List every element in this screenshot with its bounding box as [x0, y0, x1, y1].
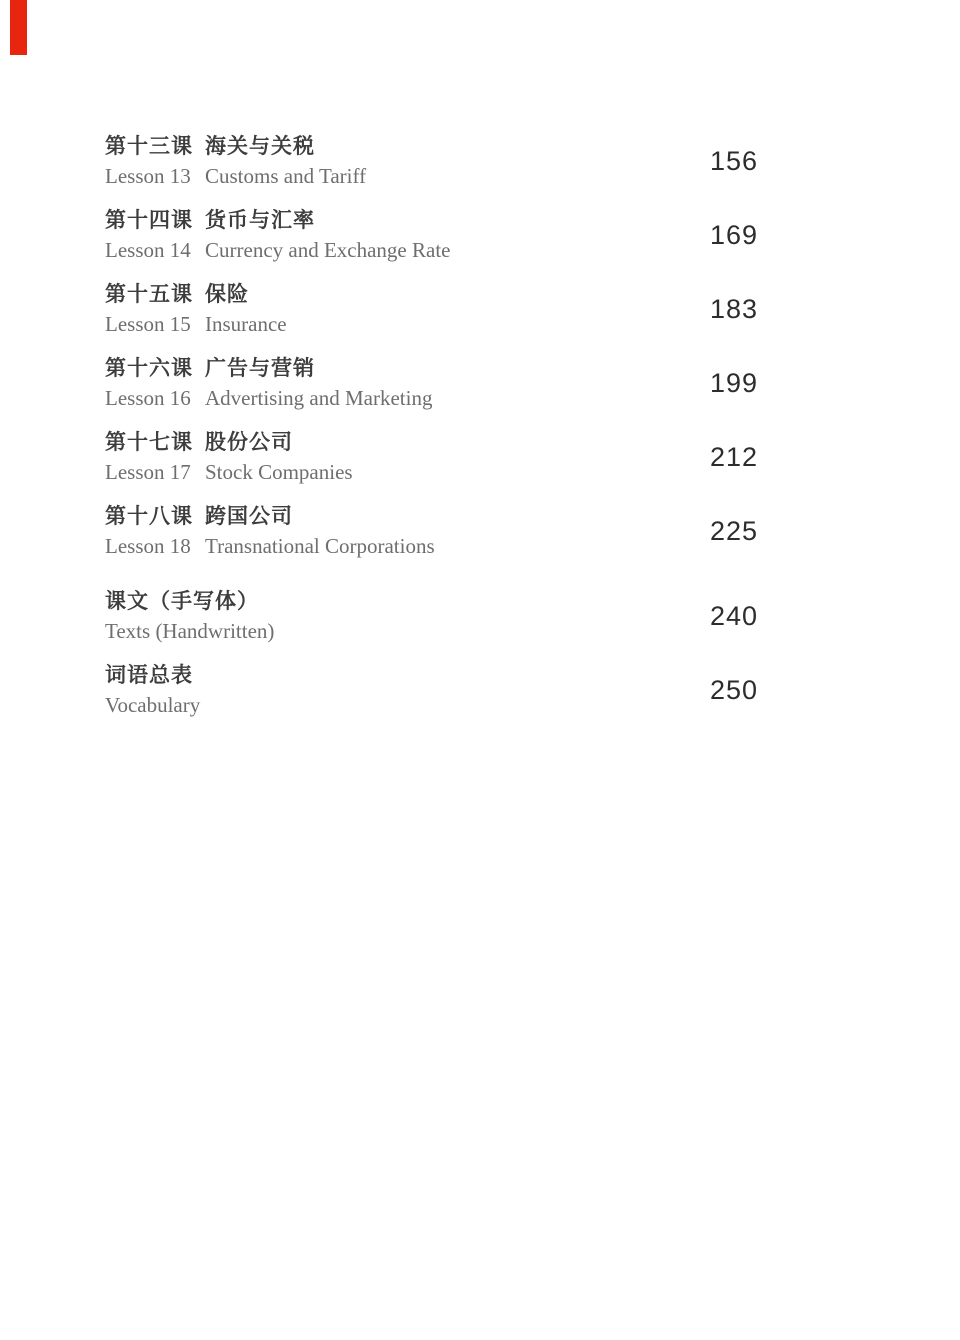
toc-entry: [105, 133, 758, 190]
page-number: 250: [709, 675, 758, 705]
toc-entry: [105, 281, 758, 338]
toc-entry: [105, 662, 758, 719]
toc-entry: [105, 207, 758, 264]
lesson-title-en: Customs and Tariff: [205, 164, 367, 188]
lesson-title-zh: 股份公司: [205, 431, 293, 454]
lesson-title-zh: 货币与汇率: [205, 209, 315, 232]
page-number: 169: [709, 220, 758, 250]
section-title-zh: 词语总表: [105, 664, 193, 687]
lesson-label-en: Lesson 18: [105, 534, 191, 558]
section-title-en: Vocabulary: [105, 693, 201, 717]
lesson-title-en: Transnational Corporations: [205, 534, 435, 558]
lesson-label-zh: 第十六课: [105, 357, 193, 380]
page-number: 156: [709, 146, 758, 176]
lesson-label-zh: 第十七课: [105, 431, 193, 454]
page-number: 212: [709, 442, 758, 472]
lesson-label-zh: 第十三课: [105, 135, 193, 158]
lesson-title-en: Currency and Exchange Rate: [205, 238, 451, 262]
lesson-title-en: Stock Companies: [205, 460, 353, 484]
lesson-title-zh: 广告与营销: [205, 357, 315, 380]
lesson-title-en: Advertising and Marketing: [205, 386, 433, 410]
lesson-title-en: Insurance: [205, 312, 287, 336]
red-corner-marker: [10, 0, 27, 55]
lesson-title-zh: 海关与关税: [205, 135, 315, 158]
lesson-label-zh: 第十八课: [105, 505, 193, 528]
toc-entry: [105, 355, 758, 412]
lesson-label-en: Lesson 13: [105, 164, 191, 188]
page-number: 183: [709, 294, 758, 324]
lesson-label-en: Lesson 14: [105, 238, 191, 262]
lesson-label-en: Lesson 17: [105, 460, 191, 484]
page-number: 199: [709, 368, 758, 398]
toc-entry: [105, 588, 758, 645]
page-number: 240: [709, 601, 758, 631]
toc-entry: [105, 429, 758, 486]
toc-entry: [105, 503, 758, 560]
lesson-label-en: Lesson 16: [105, 386, 191, 410]
lesson-title-zh: 跨国公司: [205, 505, 293, 528]
page-number: 225: [709, 516, 758, 546]
lesson-title-zh: 保险: [205, 283, 249, 306]
section-title-zh: 课文（手写体）: [105, 590, 259, 613]
lesson-label-zh: 第十五课: [105, 283, 193, 306]
section-title-en: Texts (Handwritten): [105, 619, 275, 643]
lesson-label-zh: 第十四课: [105, 209, 193, 232]
table-of-contents: [105, 133, 758, 736]
lesson-label-en: Lesson 15: [105, 312, 191, 336]
